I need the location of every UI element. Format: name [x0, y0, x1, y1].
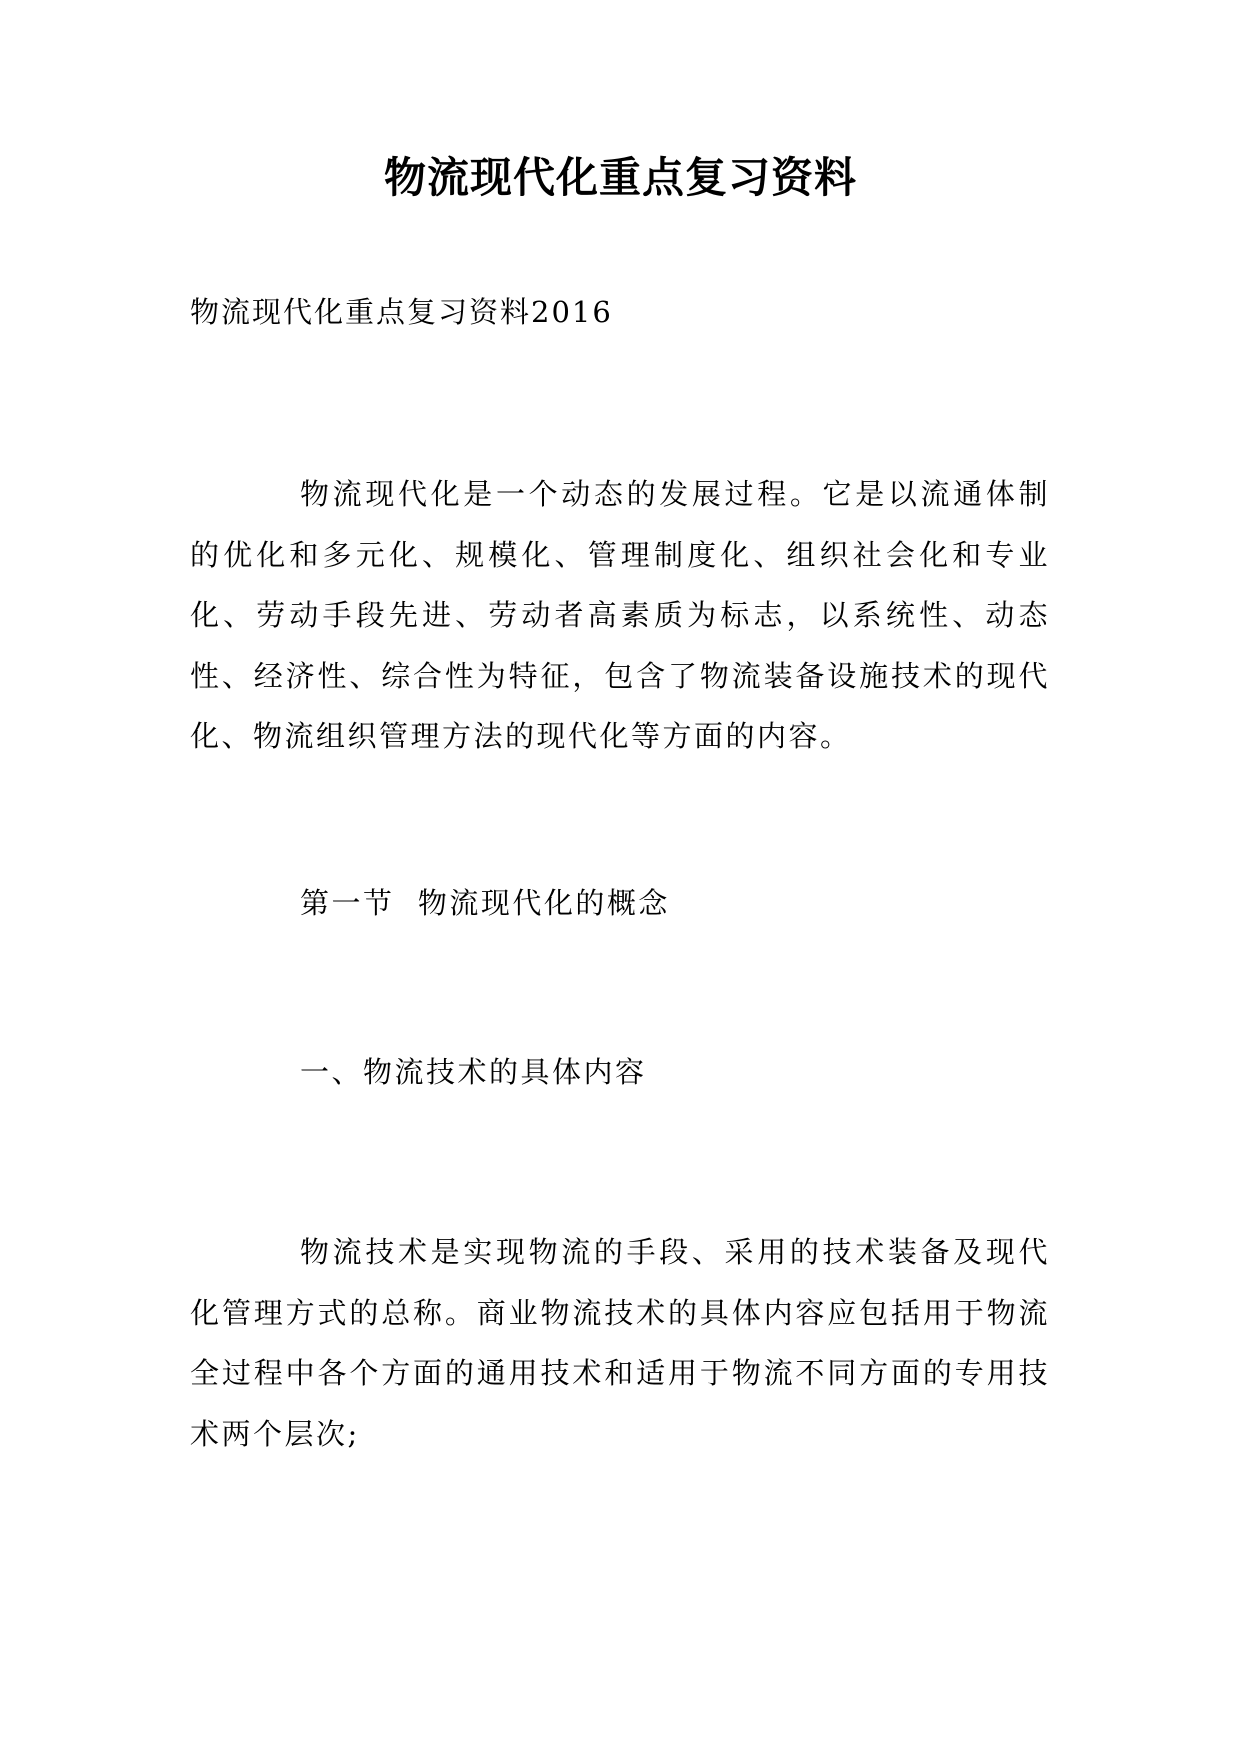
body-paragraph: 物流技术是实现物流的手段、采用的技术装备及现代化管理方式的总称。商业物流技术的具体内容应包括用于物流全过程中各个方面的通用技术和适用于物流不同方面的专用技术两个层次;	[190, 1235, 1050, 1451]
section-heading: 第一节 物流现代化的概念	[300, 886, 670, 920]
intro-paragraph: 物流现代化是一个动态的发展过程。它是以流通体制的优化和多元化、规模化、管理制度化、组织社会化和专业化、劳动手段先进、劳动者高素质为标志，以系统性、动态性、经济性、综合性为特征，包含了物流装备设施技术的现代化、物流组织管理方法的现代化等方面的内容。	[190, 477, 1050, 753]
subsection-heading: 一、物流技术的具体内容	[300, 1055, 647, 1089]
document-subtitle: 物流现代化重点复习资料2016	[190, 295, 613, 329]
document-title: 物流现代化重点复习资料	[383, 153, 857, 202]
